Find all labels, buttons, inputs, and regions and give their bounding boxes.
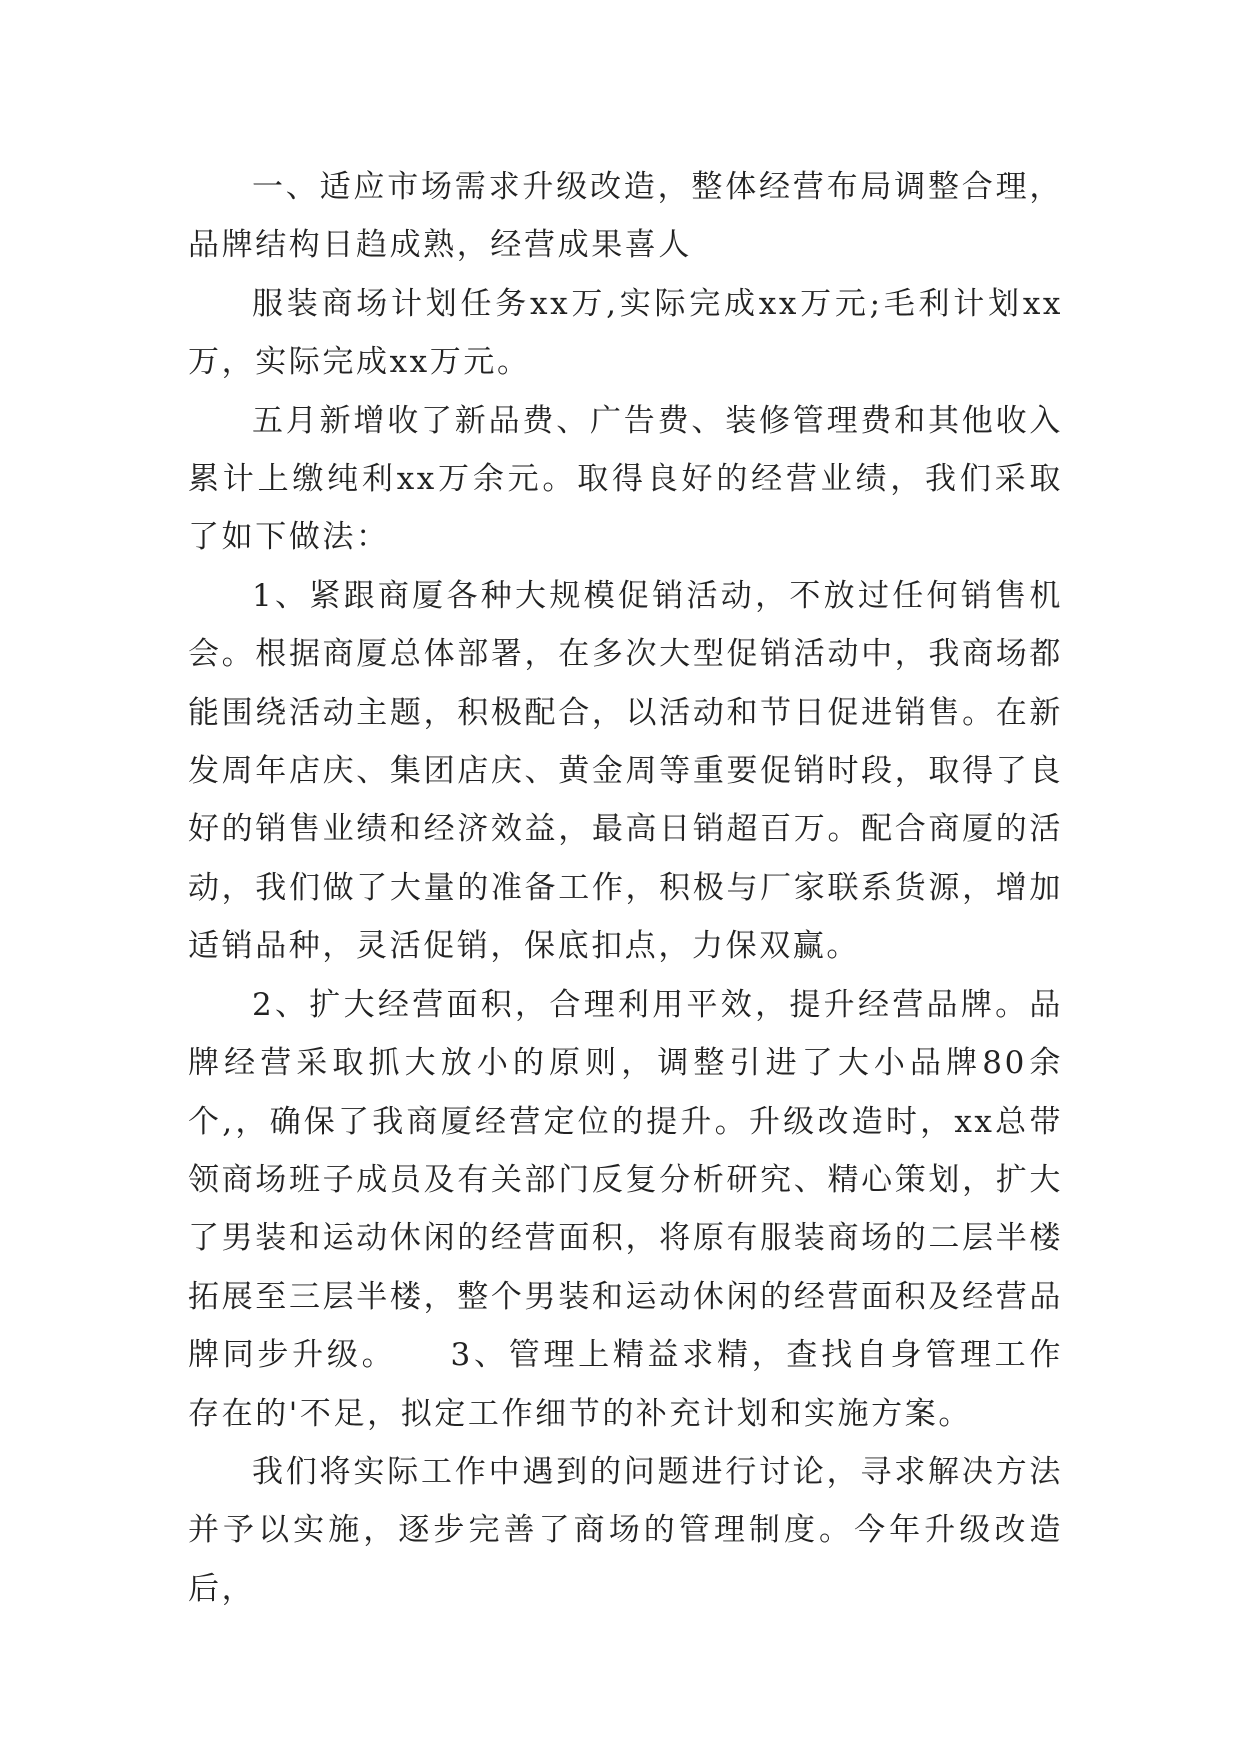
- paragraph-item-2-expansion: 2、扩大经营面积，合理利用平效，提升经营品牌。品牌经营采取抓大放小的原则，调整引进了大小品牌80余个,，确保了我商厦经营定位的提升。升级改造时，xx总带领商场班子成员及有关部门反复分析研究、精心策划，扩大了男装和运动休闲的经营面积，将原有服装商场的二层半楼拓展至三层半楼，整个男装和运动休闲的经营面积及经营品牌同步升级。 3、管理上精益求精，查找自身管理工作存在的'不足，拟定工作细节的补充计划和实施方案。: [188, 986, 1063, 1432]
- paragraph-new-income: 五月新增收了新品费、广告费、装修管理费和其他收入累计上缴纯利xx万余元。取得良好的经营业绩，我们采取了如下做法：: [188, 402, 1063, 556]
- paragraph-management-improvement: 我们将实际工作中遇到的问题进行讨论，寻求解决方法并予以实施，逐步完善了商场的管理制度。今年升级改造后，: [188, 1453, 1063, 1607]
- document-body: [188, 158, 1063, 1618]
- paragraph-sales-figures: 服装商场计划任务xx万,实际完成xx万元;毛利计划xx万，实际完成xx万元。: [188, 285, 1063, 381]
- paragraph-item-1-promotions: 1、紧跟商厦各种大规模促销活动，不放过任何销售机会。根据商厦总体部署，在多次大型促销活动中，我商场都能围绕活动主题，积极配合，以活动和节日促进销售。在新发周年店庆、集团店庆、黄金周等重要促销时段，取得了良好的销售业绩和经济效益，最高日销超百万。配合商厦的活动，我们做了大量的准备工作，积极与厂家联系货源，增加适销品种，灵活促销，保底扣点，力保双赢。: [188, 577, 1063, 965]
- paragraph-section-heading: 一、适应市场需求升级改造，整体经营布局调整合理，品牌结构日趋成熟，经营成果喜人: [188, 169, 1063, 264]
